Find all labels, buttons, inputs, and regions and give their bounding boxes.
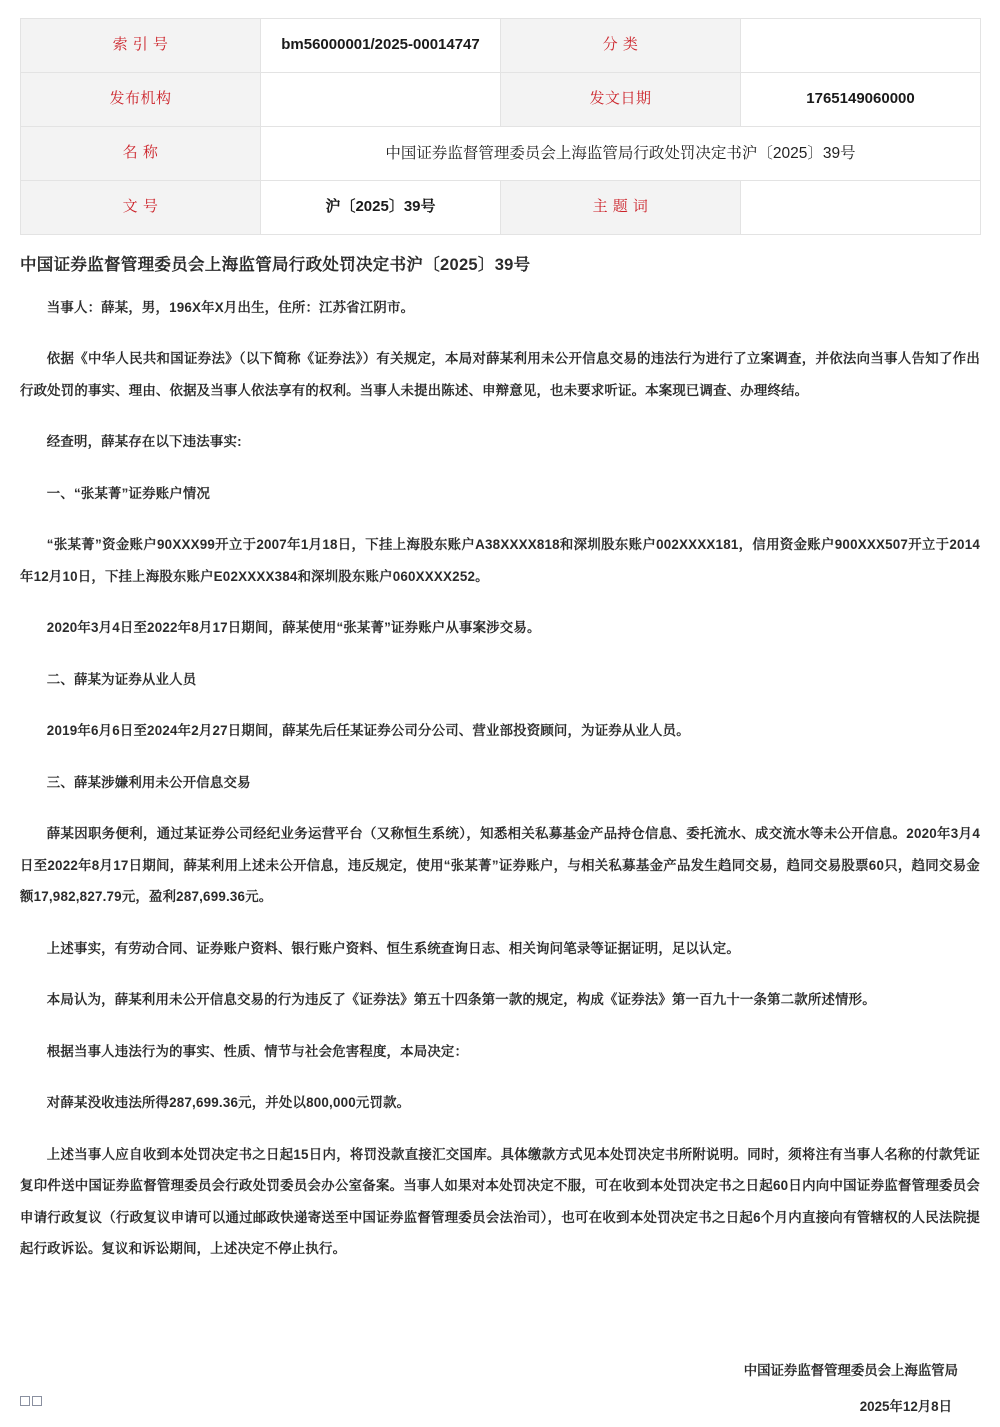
- document-paragraph: 根据当事人违法行为的事实、性质、情节与社会危害程度，本局决定：: [46, 1043, 469, 1059]
- unrendered-glyphs: [20, 1394, 44, 1407]
- metadata-table-container: [0, 0, 1000, 235]
- document-paragraph: “张某菁”资金账户90XXX99开立于2007年1月18日，下挂上海股东账户A38XXXX818和深圳股东账户002XXXX181，信用资金账户900XXX507开立于2014年12月10日，下挂上海股东账户E02XXXX384和深圳股东账户060XXXX252。: [20, 537, 980, 584]
- document-body: [0, 235, 1000, 1423]
- meta-value-document-number: 沪〔2025〕39号: [261, 181, 501, 235]
- meta-label-document-number: 文 号: [21, 181, 261, 235]
- metadata-row: [21, 73, 981, 127]
- signing-agency: 中国证券监督管理委员会上海监管局: [743, 1362, 958, 1378]
- meta-label-index-number: 索 引 号: [21, 19, 261, 73]
- document-paragraph: 上述事实，有劳动合同、证券账户资料、银行账户资料、恒生系统查询日志、相关询问笔录等证据证明，足以认定。: [46, 940, 740, 956]
- meta-value-issuing-agency: [261, 73, 501, 127]
- meta-value-document-name: 中国证券监督管理委员会上海监管局行政处罚决定书沪〔2025〕39号: [261, 127, 981, 181]
- tofu-box-icon: [32, 1396, 42, 1406]
- document-paragraph: 薛某因职务便利，通过某证券公司经纪业务运营平台（又称恒生系统），知悉相关私募基金产品持仓信息、委托流水、成交流水等未公开信息。2020年3月4日至2022年8月17日期间，薛某利用上述未公开信息，违反规定，使用“张某菁”证券账户，与相关私募基金产品发生趋同交易，趋同交易股票60只，趋同交易金额17,982,827.79元，盈利287,699.36元。: [20, 826, 980, 905]
- metadata-table: [20, 18, 981, 235]
- meta-value-category: [741, 19, 981, 73]
- document-paragraph: 一、“张某菁”证券账户情况: [46, 485, 211, 501]
- meta-label-issuing-agency: 发布机构: [21, 73, 261, 127]
- signature-block: [20, 1355, 980, 1423]
- page-title: 中国证券监督管理委员会上海监管局行政处罚决定书沪〔2025〕39号: [20, 256, 531, 274]
- document-paragraph: 本局认为，薛某利用未公开信息交易的行为违反了《证券法》第五十四条第一款的规定，构成《证券法》第一百九十一条第二款所述情形。: [46, 992, 876, 1008]
- document-paragraph: 依据《中华人民共和国证券法》（以下简称《证券法》）有关规定，本局对薛某利用未公开信息交易的违法行为进行了立案调查，并依法向当事人告知了作出行政处罚的事实、理由、依据及当事人依法享有的权利。当事人未提出陈述、申辩意见，也未要求听证。本案现已调查、办理终结。: [20, 351, 980, 398]
- metadata-row: [21, 181, 981, 235]
- document-paragraph: 二、薛某为证券从业人员: [46, 671, 197, 687]
- document-paragraph: 2020年3月4日至2022年8月17日期间，薛某使用“张某菁”证券账户从事案涉交易。: [46, 620, 541, 636]
- document-paragraph: 2019年6月6日至2024年2月27日期间，薛某先后任某证券公司分公司、营业部投资顾问，为证券从业人员。: [46, 723, 690, 739]
- document-paragraph: 上述当事人应自收到本处罚决定书之日起15日内，将罚没款直接汇交国库。具体缴款方式见本处罚决定书所附说明。同时，须将注有当事人名称的付款凭证复印件送中国证券监督管理委员会行政处罚委员会办公室备案。当事人如果对本处罚决定不服，可在收到本处罚决定书之日起60日内向中国证券监督管理委员会申请行政复议（行政复议申请可以通过邮政快递寄送至中国证券监督管理委员会法治司），也可在收到本处罚决定书之日起6个月内直接向有管辖权的人民法院提起行政诉讼。复议和诉讼期间，上述决定不停止执行。: [20, 1146, 980, 1257]
- meta-label-subject-terms: 主 题 词: [501, 181, 741, 235]
- meta-label-category: 分 类: [501, 19, 741, 73]
- metadata-row: [21, 127, 981, 181]
- document-paragraph: 经查明，薛某存在以下违法事实:: [46, 434, 242, 450]
- document-paragraph: 对薛某没收违法所得287,699.36元，并处以800,000元罚款。: [46, 1095, 411, 1111]
- meta-value-subject-terms: [741, 181, 981, 235]
- meta-value-index-number: bm56000001/2025-00014747: [261, 19, 501, 73]
- tofu-box-icon: [20, 1396, 30, 1406]
- signing-date: 2025年12月8日: [859, 1398, 952, 1414]
- document-paragraph: 当事人：薛某，男，196X年X月出生，住所：江苏省江阴市。: [46, 299, 415, 315]
- metadata-row: [21, 19, 981, 73]
- document-paragraph-list: [20, 292, 980, 1265]
- document-paragraph: 三、薛某涉嫌利用未公开信息交易: [46, 774, 251, 790]
- meta-label-issue-date: 发文日期: [501, 73, 741, 127]
- metadata-table-body: [21, 19, 981, 235]
- meta-label-document-name: 名 称: [21, 127, 261, 181]
- meta-value-issue-date: 1765149060000: [741, 73, 981, 127]
